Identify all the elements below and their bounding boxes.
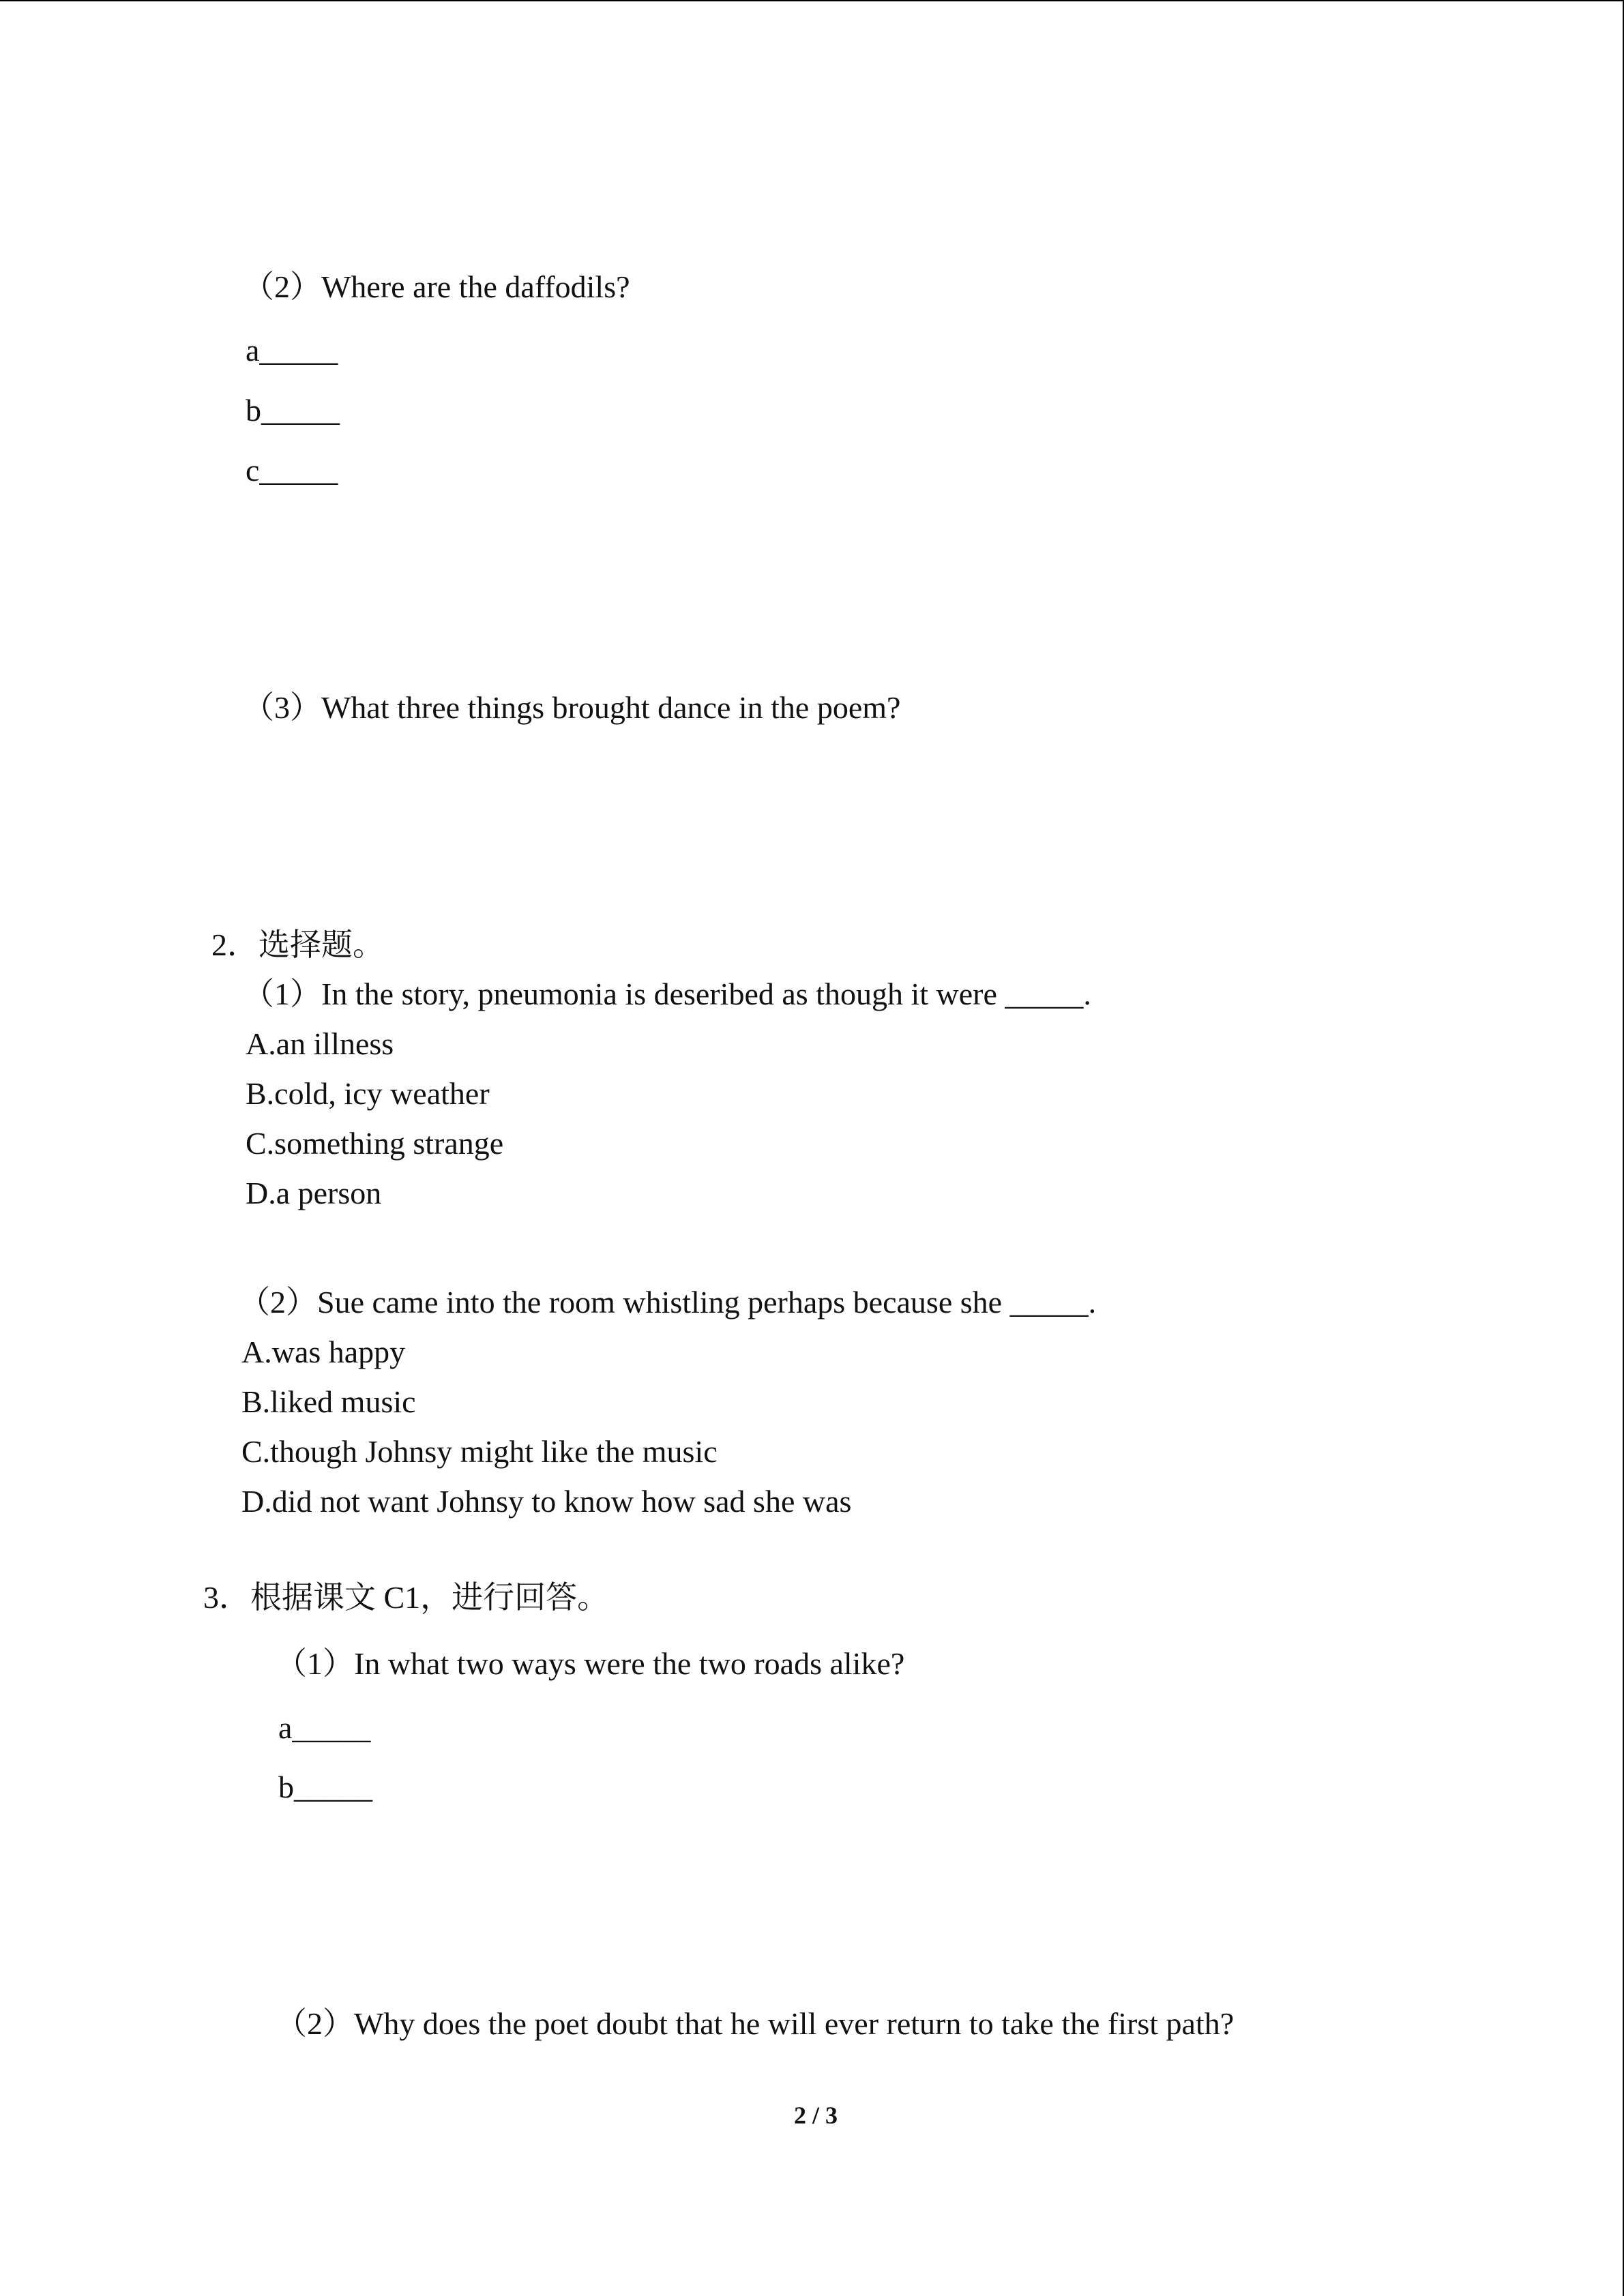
option-2-1-a[interactable]: A.an illness xyxy=(246,1026,394,1061)
question-2-1: （1）In the story, pneumonia is deseribed as though it were _____. xyxy=(243,976,1091,1011)
option-2-1-d[interactable]: D.a person xyxy=(246,1176,382,1210)
question-2-2: （2）Sue came into the room whistling perhaps because she _____. xyxy=(239,1285,1097,1320)
option-2-2-b[interactable]: B.liked music xyxy=(241,1384,416,1419)
question-3-1: （1）In what two ways were the two roads alike? xyxy=(276,1646,905,1681)
option-2-1-b[interactable]: B.cold, icy weather xyxy=(246,1076,490,1111)
option-2-2-d[interactable]: D.did not want Johnsy to know how sad she was xyxy=(241,1484,852,1519)
page-number: 2 / 3 xyxy=(794,2102,838,2129)
question-1-2: （2）Where are the daffodils? xyxy=(243,269,630,304)
answer-blank-a[interactable]: a_____ xyxy=(246,333,338,368)
answer-blank-c[interactable]: c_____ xyxy=(246,453,338,488)
option-2-2-a[interactable]: A.was happy xyxy=(241,1335,406,1369)
option-2-2-c[interactable]: C.though Johnsy might like the music xyxy=(241,1434,718,1469)
section-2-heading: 2．选择题。 xyxy=(211,927,384,962)
answer-blank-3-b[interactable]: b_____ xyxy=(278,1770,372,1804)
question-1-3: （3）What three things brought dance in the poem? xyxy=(243,690,901,725)
answer-blank-3-a[interactable]: a_____ xyxy=(278,1710,371,1745)
option-2-1-c[interactable]: C.something strange xyxy=(246,1126,504,1161)
section-3-heading: 3．根据课文 C1，进行回答。 xyxy=(203,1580,609,1615)
answer-blank-b[interactable]: b_____ xyxy=(246,393,340,428)
question-3-2: （2）Why does the poet doubt that he will ever return to take the first path? xyxy=(276,2006,1235,2041)
